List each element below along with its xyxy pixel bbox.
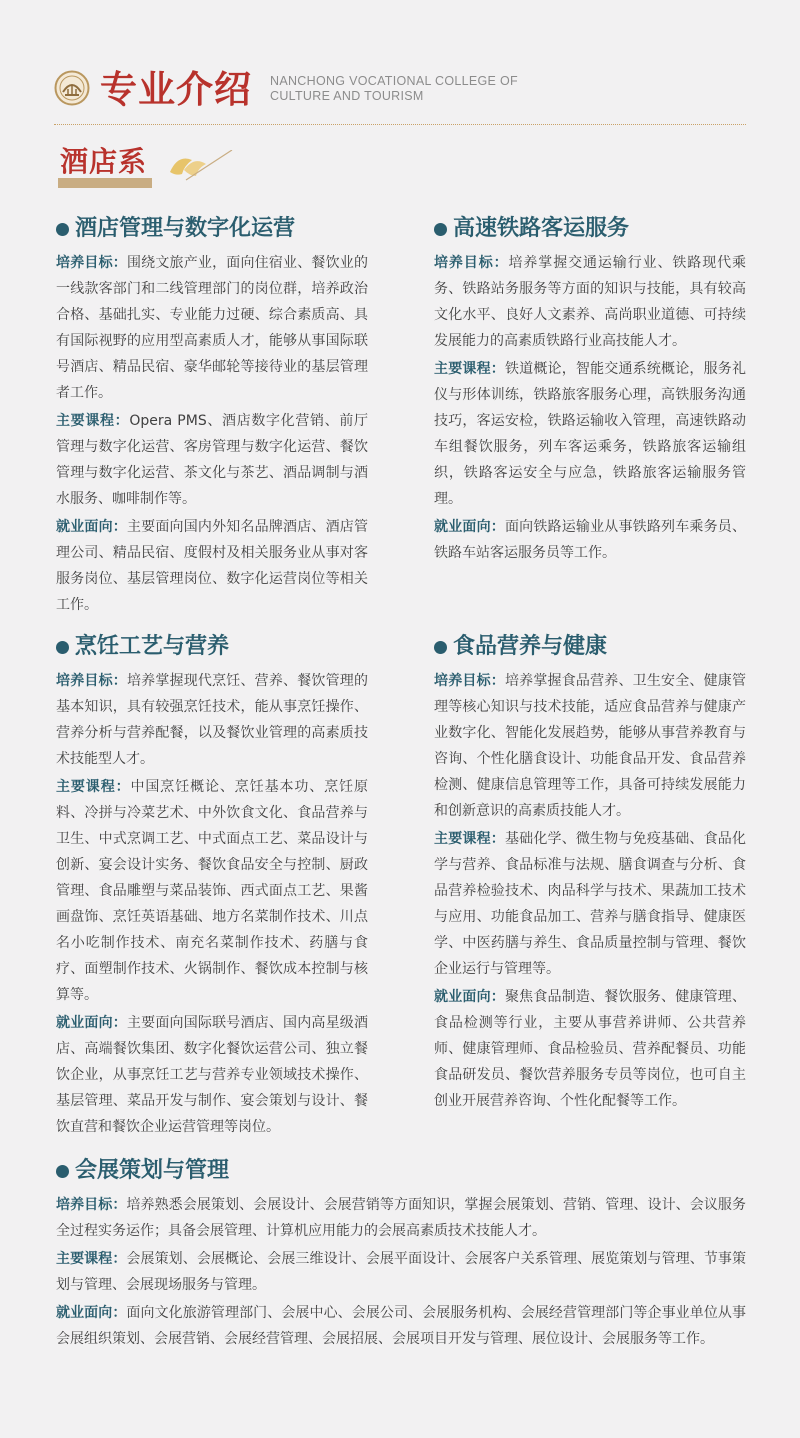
bullet-icon xyxy=(56,223,69,236)
section-jobs xyxy=(56,514,368,618)
jobs-text: 面向文化旅游管理部门、会展中心、会展公司、会展服务机构、会展经营管理部门等企事业单位从事会展组织策划、会展营销、会展经营管理、会展招展、会展项目开发与管理、展位设计、会展服务等工作。 xyxy=(56,1305,747,1347)
goal-text: 培养掌握食品营养、卫生安全、健康管理等核心知识与技术技能，适应食品营养与健康产业数字化、智能化发展趋势，能够从事营养教育与咨询、个性化膳食设计、功能食品开发、食品营养检测、健康信息管理等工作，具备可持续发展能力和创新意识的高素质技能人才。 xyxy=(434,673,746,819)
goal-label: 培养目标： xyxy=(434,255,509,271)
goal-text: 围绕文旅产业，面向住宿业、餐饮业的一线款客部门和二线管理部门的岗位群，培养政治合格、基础扎实、专业能力过硬、综合素质高、具有国际视野的应用型高素质人才，能够从事国际联号酒店、精品民宿、豪华邮轮等接待业的基层管理者工作。 xyxy=(56,255,368,401)
courses-label: 主要课程： xyxy=(56,413,130,429)
bullet-icon xyxy=(434,641,447,654)
section-jobs xyxy=(56,1010,368,1140)
section-courses xyxy=(56,774,368,1008)
section-food-nutrition xyxy=(434,632,746,1116)
goal-label: 培养目标： xyxy=(434,673,505,689)
section-goal xyxy=(56,250,368,406)
college-english-line-2: CULTURE AND TOURISM xyxy=(270,89,424,103)
header-divider xyxy=(54,124,746,125)
ginkgo-leaf-icon xyxy=(164,150,234,184)
section-hotel-management xyxy=(56,214,368,620)
section-title xyxy=(434,632,746,662)
section-title-text: 酒店管理与数字化运营 xyxy=(75,216,296,241)
goal-label: 培养目标： xyxy=(56,1197,127,1213)
section-title-text: 食品营养与健康 xyxy=(453,634,608,659)
jobs-text: 主要面向国内外知名品牌酒店、酒店管理公司、精品民宿、度假村及相关服务业从事对客服务岗位、基层管理岗位、数字化运营岗位等相关工作。 xyxy=(56,519,368,613)
courses-text: 铁道概论，智能交通系统概论，服务礼仪与形体训练，铁路旅客服务心理，高铁服务沟通技巧，客运安检，铁路运输收入管理，高速铁路动车组餐饮服务，列车客运乘务，铁路旅客运输组织，铁路客运安全与应急，铁路旅客运输服务管理。 xyxy=(434,361,746,507)
section-title-text: 烹饪工艺与营养 xyxy=(75,634,230,659)
bullet-icon xyxy=(434,223,447,236)
jobs-text: 聚焦食品制造、餐饮服务、健康管理、食品检测等行业，主要从事营养讲师、公共营养师、健康管理师、食品检验员、营养配餐员、功能食品研发员、餐饮营养服务专员等岗位，也可自主创业开展营养咨询、个性化配餐等工作。 xyxy=(434,989,746,1109)
section-railway-service xyxy=(434,214,746,568)
section-courses xyxy=(56,408,368,512)
section-goal xyxy=(56,1192,746,1244)
section-goal xyxy=(434,250,746,354)
goal-label: 培养目标： xyxy=(56,255,127,271)
section-exhibition xyxy=(56,1156,746,1354)
courses-text: Opera PMS、酒店数字化营销、前厅管理与数字化运营、客房管理与数字化运营、餐饮管理与数字化运营、茶文化与茶艺、酒品调制与酒水服务、咖啡制作等。 xyxy=(56,413,369,507)
section-courses xyxy=(434,356,746,512)
courses-text: 基础化学、微生物与免疫基础、食品化学与营养、食品标准与法规、膳食调查与分析、食品营养检验技术、肉品科学与技术、果蔬加工技术与应用、功能食品加工、营养与膳食指导、健康医学、中医药膳与养生、食品质量控制与管理、餐饮企业运行与管理等。 xyxy=(434,831,746,977)
goal-text: 培养熟悉会展策划、会展设计、会展营销等方面知识，掌握会展策划、营销、管理、设计、会议服务全过程实务运作；具备会展管理、计算机应用能力的会展高素质技术技能人才。 xyxy=(56,1197,747,1239)
section-jobs xyxy=(56,1300,746,1352)
college-english-line-1: NANCHONG VOCATIONAL COLLEGE OF xyxy=(270,74,518,88)
section-courses xyxy=(434,826,746,982)
jobs-text: 主要面向国际联号酒店、国内高星级酒店、高端餐饮集团、数字化餐饮运营公司、独立餐饮企业，从事烹饪工艺与营养专业领域技术操作、基层管理、菜品开发与制作、宴会策划与设计、餐饮直营和餐饮企业运营管理等岗位。 xyxy=(56,1015,368,1135)
page-title: 专业介绍 xyxy=(100,68,252,111)
section-title-text: 会展策划与管理 xyxy=(75,1158,230,1183)
section-goal xyxy=(56,668,368,772)
section-title-text: 高速铁路客运服务 xyxy=(453,216,630,241)
goal-text: 培养掌握交通运输行业、铁路现代乘务、铁路站务服务等方面的知识与技能，具有较高文化水平、良好人文素养、高尚职业道德、可持续发展能力的高素质铁路行业高技能人才。 xyxy=(434,255,746,349)
college-english-name xyxy=(270,74,518,104)
goal-text: 培养掌握现代烹饪、营养、餐饮管理的基本知识，具有较强烹饪技术，能从事烹饪操作、营养分析与营养配餐，以及餐饮业管理的高素质技术技能型人才。 xyxy=(56,673,368,767)
courses-text: 中国烹饪概论、烹饪基本功、烹饪原料、冷拼与冷菜艺术、中外饮食文化、食品营养与卫生、中式烹调工艺、中式面点工艺、菜品设计与创新、宴会设计实务、餐饮食品安全与控制、厨政管理、食品雕塑与菜品装饰、西式面点工艺、果酱画盘饰、烹饪英语基础、地方名菜制作技术、川点名小吃制作技术、南充名菜制作技术、药膳与食疗、面塑制作技术、火锅制作、餐饮成本控制与核算等。 xyxy=(56,779,368,1003)
section-jobs xyxy=(434,984,746,1114)
section-title xyxy=(434,214,746,244)
section-courses xyxy=(56,1246,746,1298)
jobs-label: 就业面向： xyxy=(434,519,505,535)
page-header xyxy=(54,62,754,118)
section-jobs xyxy=(434,514,746,566)
goal-label: 培养目标： xyxy=(56,673,127,689)
jobs-label: 就业面向： xyxy=(434,989,505,1005)
section-title xyxy=(56,214,368,244)
section-culinary xyxy=(56,632,368,1142)
jobs-label: 就业面向： xyxy=(56,1305,127,1321)
courses-label: 主要课程： xyxy=(434,361,505,377)
jobs-label: 就业面向： xyxy=(56,519,127,535)
department-heading xyxy=(54,140,254,192)
courses-label: 主要课程： xyxy=(56,1251,127,1267)
section-title xyxy=(56,1156,746,1186)
department-name: 酒店系 xyxy=(60,145,148,178)
courses-label: 主要课程： xyxy=(434,831,505,847)
college-logo-icon xyxy=(54,70,90,106)
bullet-icon xyxy=(56,1165,69,1178)
section-goal xyxy=(434,668,746,824)
courses-label: 主要课程： xyxy=(56,779,131,795)
jobs-label: 就业面向： xyxy=(56,1015,127,1031)
courses-text: 会展策划、会展概论、会展三维设计、会展平面设计、会展客户关系管理、展览策划与管理、节事策划与管理、会展现场服务与管理。 xyxy=(56,1251,747,1293)
bullet-icon xyxy=(56,641,69,654)
jobs-text: 面向铁路运输业从事铁路列车乘务员、铁路车站客运服务员等工作。 xyxy=(434,519,746,561)
section-title xyxy=(56,632,368,662)
